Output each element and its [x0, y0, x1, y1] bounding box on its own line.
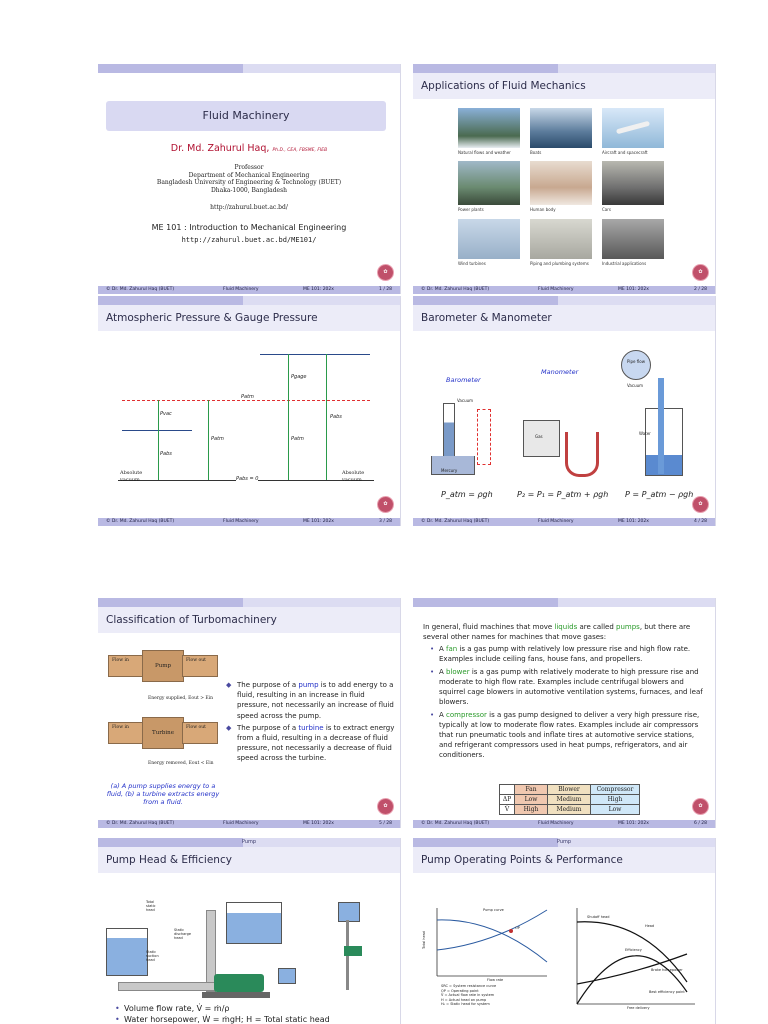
table-cell: Low [515, 795, 548, 805]
pump-formula-list [114, 1003, 401, 1024]
footer-course: ME 101: 202x [618, 519, 649, 524]
item-text: A [439, 711, 447, 719]
slide-titlebar [98, 607, 400, 633]
sump-right [278, 968, 296, 984]
pgage-arrow [288, 354, 289, 400]
label-op: OP [515, 926, 520, 930]
footer-course: ME 101: 202x [618, 821, 649, 826]
label-pvac: Pvac [160, 411, 172, 417]
label-absolute-vacuum-left: Absolute vacuum [120, 470, 143, 483]
slide-footer [98, 286, 400, 294]
affiliation-line: Dhaka-1000, Bangladesh [210, 186, 288, 194]
photo-cars [602, 161, 664, 205]
photo-natural-flows [458, 108, 520, 148]
label-static-suction-head: Static suction head [146, 950, 159, 962]
legend-item: Ṽ = Actual flow rate in system [441, 993, 495, 997]
slide-barometer [413, 296, 716, 526]
footer-topic: Fluid Machinery [538, 519, 574, 524]
operating-point-marker [509, 929, 513, 933]
slide-pump-head [98, 838, 401, 1024]
flow-in-label: Flow in [112, 658, 129, 663]
energy-supplied-label: Energy supplied, Eout > Ein [148, 696, 214, 701]
pump-right [344, 946, 362, 956]
slide-pressure [98, 296, 401, 526]
table-header-fan: Fan [515, 785, 548, 795]
bullet-text: The purpose of a [237, 723, 299, 732]
photo-piping [530, 219, 592, 259]
bullet-pump [226, 680, 396, 721]
table-cell: High [591, 795, 640, 805]
u-tube [565, 432, 599, 477]
label-shutoff-head: Shutoff head [587, 915, 610, 919]
buet-logo-icon: ✿ [692, 798, 709, 815]
bullet-marker: ◆ [226, 723, 232, 732]
equation-barometer: P_atm = ρgh [441, 490, 493, 499]
keyword-liquids: liquids [554, 623, 578, 631]
slide-title-text: Applications of Fluid Mechanics [421, 80, 586, 92]
footer-page: 6 / 28 [694, 821, 707, 826]
caption: Wind turbines [458, 261, 486, 266]
table-cell [500, 785, 515, 795]
footer-course: ME 101: 202x [618, 287, 649, 292]
lower-reservoir [106, 928, 148, 976]
footer-course: ME 101: 202x [303, 287, 334, 292]
slide-title-text: Atmospheric Pressure & Gauge Pressure [106, 312, 318, 324]
list-item-blower: • A blower is a gas pump with relatively moderate to high pressure rise and moderate to high flow rate. Examples include centrifugal blowers and squirrel cage blowers in automotive ventilation systems, furnaces, and leaf blowers. [430, 668, 703, 706]
keyword-compressor: compressor [446, 711, 487, 719]
table-cell: ΔP [500, 795, 515, 805]
list-item-compressor: • A compressor is a gas pump designed to deliver a very high pressure rise, typically at low to moderate flow rates. Examples include air compressors that run pneumatic tools and inflate tires at automotive service stations, and refrigerant compressors used in heat pumps, refrigerators, and air conditioners. [430, 711, 700, 759]
slide-turbomachinery [98, 598, 401, 828]
affiliation-line: Bangladesh University of Engineering & Technology (BUET) [156, 179, 342, 186]
item-text: is a gas pump with relatively low pressure rise and high flow rate. Examples include ceiling fans, house fans, and propellers. [439, 645, 691, 663]
suction-tube [658, 378, 664, 474]
footer-topic: Fluid Machinery [223, 287, 259, 292]
tank-right [338, 902, 360, 922]
turbine-body [142, 717, 184, 749]
caption: Aircraft and spacecraft [602, 150, 648, 155]
slide-pump-operating [413, 838, 716, 1024]
list-item-fan: • A fan is a gas pump with relatively low pressure rise and high flow rate. Examples include ceiling fans, house fans, and propellers. [430, 645, 691, 663]
slide-topbar [413, 598, 715, 607]
slide-footer [98, 518, 400, 526]
item-text: is a gas pump designed to deliver a very high pressure rise, typically at low to moderate flow rates. Examples include air compressors that run pneumatic tools and inflate tires at automotive service stations, and refrigerant compressors used in heat pumps, refrigerators, and air conditioners. [439, 711, 700, 759]
keyword-fan: fan [446, 645, 458, 653]
table-row [500, 795, 640, 805]
slide-topbar [98, 838, 400, 847]
slide-titlebar [98, 847, 400, 873]
footer-page: 1 / 28 [379, 287, 392, 292]
vacuum-pressure-line [122, 430, 192, 431]
slide-title [98, 64, 401, 294]
table-cell: Medium [548, 805, 591, 815]
figure-caption: (a) A pump supplies energy to a fluid, (b) a turbine extracts energy from a fluid. [106, 782, 220, 806]
intro-text: , but there are several other names for machines that move gases: [423, 623, 691, 641]
pump-label: Pump [155, 663, 171, 669]
pump-motor [214, 974, 264, 992]
gas-pump-list [429, 644, 709, 760]
item-text: A [439, 645, 447, 653]
performance-chart [563, 904, 703, 1014]
label-free-delivery: Free delivery [627, 1006, 650, 1010]
barometer-label: Barometer [446, 376, 481, 384]
manometer-label: Manometer [541, 368, 579, 376]
label-best-efficiency-point: Best efficiency point [649, 990, 685, 994]
caption: Human body [530, 207, 556, 212]
turbine-label: Turbine [152, 730, 174, 736]
slide-topbar [98, 64, 400, 73]
energy-removed-label: Energy removed, Eout < Ein [148, 761, 214, 766]
caption: Boats [530, 150, 542, 155]
footer-course: ME 101: 202x [303, 821, 334, 826]
bullet-text: is to extract energy from a fluid, resulting in a decrease of fluid pressure, not necessarily a decrease of fluid speed across the turbine. [237, 723, 395, 763]
vacuum-label: Vacuum [457, 398, 474, 403]
flow-out-label: Flow out [186, 658, 206, 663]
buet-logo-icon: ✿ [692, 496, 709, 513]
photo-boats [530, 108, 592, 148]
affiliation [98, 164, 400, 194]
footer-author: © Dr. Md. Zahurul Haq (BUET) [106, 287, 175, 292]
footer-page: 3 / 28 [379, 519, 392, 524]
bullet-text: The purpose of a [237, 681, 299, 689]
pump-curve [437, 920, 547, 962]
item-text: A [439, 668, 447, 676]
comparison-table [499, 784, 640, 815]
pipe-flow-label: Pipe flow [627, 359, 645, 364]
table-cell: Medium [548, 795, 591, 805]
bullet-flow-rate: • Volume flow rate, V̇ = ṁ/ρ [115, 1004, 230, 1013]
label-efficiency: Efficiency [625, 948, 642, 952]
section-label: Pump [241, 839, 257, 845]
upper-reservoir [226, 902, 282, 944]
vacuum-label-right: Vacuum [627, 383, 644, 388]
suction-pipe [118, 982, 216, 991]
mercury-label: Mercury [441, 468, 458, 473]
patm-arrow-right [288, 400, 289, 480]
intro-paragraph [423, 622, 707, 642]
author-name: Dr. Md. Zahurul Haq, [170, 143, 270, 154]
caption: Power plants [458, 207, 484, 212]
slide-footer [413, 820, 715, 828]
footer-topic: Fluid Machinery [223, 519, 259, 524]
slide-title-text: Classification of Turbomachinery [106, 614, 277, 626]
keyword-pump: pump [298, 681, 319, 689]
bullet-water-horsepower: • Water horsepower, Ẇ = ṁgH; H = Total static head [115, 1015, 330, 1024]
course-title: ME 101 : Introduction to Mechanical Engineering [151, 223, 347, 232]
pump-base [202, 992, 270, 998]
slide-footer [413, 286, 715, 294]
buet-logo-icon: ✿ [377, 798, 394, 815]
footer-author: © Dr. Md. Zahurul Haq (BUET) [421, 821, 490, 826]
legend-item: SRC = System resistance curve [441, 984, 497, 988]
affiliation-line: Professor [234, 164, 264, 171]
slide-gas-pumps [413, 598, 716, 828]
intro-text: are called [577, 623, 617, 631]
photo-wind-turbines [458, 219, 520, 259]
photo-industrial [602, 219, 664, 259]
bullet-list [226, 680, 396, 764]
footer-author: © Dr. Md. Zahurul Haq (BUET) [421, 519, 490, 524]
slide-topbar [413, 296, 715, 305]
item-text: Volume flow rate, V̇ = ṁ/ρ [124, 1004, 230, 1013]
buet-logo-icon: ✿ [377, 264, 394, 281]
slide-applications [413, 64, 716, 294]
intro-text: In general, fluid machines that move [423, 623, 555, 631]
slide-titlebar [413, 847, 715, 873]
footer-topic: Fluid Machinery [223, 821, 259, 826]
footer-course: ME 101: 202x [303, 519, 334, 524]
table-cell: V̇ [500, 805, 515, 815]
slide-topbar [413, 838, 715, 847]
pabs-arrow-right [326, 354, 327, 480]
pipe-flow-bubble [621, 350, 651, 380]
label-patm-left: Patm [211, 436, 224, 442]
bullet-text: is to add energy to a fluid, resulting in an increase in fluid pressure, not necessarily an increase of fluid speed across the pump. [237, 681, 394, 720]
caption: Piping and plumbing systems [530, 261, 589, 266]
legend-item: H₀ = Static head for system [441, 1002, 490, 1006]
caption: Cars [602, 207, 611, 212]
course-link[interactable]: http://zahurul.buet.ac.bd/ME101/ [181, 236, 317, 244]
slide-footer [98, 820, 400, 828]
bullet-marker: ◆ [226, 681, 232, 689]
slide-titlebar [98, 305, 400, 331]
author-line [98, 143, 400, 154]
footer-author: © Dr. Md. Zahurul Haq (BUET) [106, 519, 175, 524]
slide-topbar [98, 598, 400, 607]
label-pump-curve: Pump curve [483, 908, 504, 912]
footer-author: © Dr. Md. Zahurul Haq (BUET) [421, 287, 490, 292]
item-text: Water horsepower, Ẇ = ṁgH; H = Total static head [124, 1015, 330, 1024]
label-total-head: Total head [422, 930, 427, 950]
equation-suction: P = P_atm − ρgh [625, 490, 694, 499]
bullet-turbine [226, 723, 396, 764]
label-head: Head [645, 924, 655, 928]
table-row [500, 805, 640, 815]
atmospheric-pressure-line [122, 400, 370, 401]
table-cell: Low [591, 805, 640, 815]
label-static-discharge-head: Static discharge head [174, 928, 192, 940]
label-pabs-right: Pabs [330, 414, 342, 420]
slide-title-text: Barometer & Manometer [421, 312, 552, 324]
footer-topic: Fluid Machinery [538, 287, 574, 292]
pump-body [142, 650, 184, 682]
airplane-icon [616, 121, 650, 135]
author-suffix: Ph.D., CEA, FBSME, FIEB [272, 148, 328, 153]
keyword-pumps: pumps [616, 623, 640, 631]
pabs-arrow-left [158, 430, 159, 480]
item-text: is a gas pump with relatively moderate to high pressure rise and moderate to high flow rate. Examples include centrifugal blowers and squirrel cage blowers in automotive ventilation systems, furnaces, and leaf blowers. [439, 668, 703, 706]
keyword-turbine: turbine [298, 723, 324, 732]
affiliation-line: Department of Mechanical Engineering [188, 171, 310, 179]
slide-title-text: Pump Head & Efficiency [106, 854, 232, 866]
label-total-static-head: Total static head [146, 900, 156, 912]
table-cell: High [515, 805, 548, 815]
flow-out-label: Flow out [186, 725, 206, 730]
footer-author: © Dr. Md. Zahurul Haq (BUET) [106, 821, 175, 826]
label-flow-rate: Flow rate [487, 978, 504, 982]
photo-power-plants [458, 161, 520, 205]
legend-item: OP = Operating point [441, 988, 479, 993]
table-header-blower: Blower [548, 785, 591, 795]
slide-title-text: Pump Operating Points & Performance [421, 854, 623, 866]
water-tank [645, 408, 683, 476]
label-patm-right: Patm [291, 436, 304, 442]
label-pgage: Pgage [291, 374, 307, 380]
footer-topic: Fluid Machinery [538, 821, 574, 826]
gage-pressure-line [260, 354, 370, 355]
equation-manometer: P₂ = P₁ = P_atm + ρgh [517, 490, 609, 499]
slide-topbar [98, 296, 400, 305]
label-pabs-zero: Pabs = 0 [236, 476, 259, 482]
buet-logo-icon: ✿ [377, 496, 394, 513]
section-label: Pump [556, 839, 572, 845]
table-header-row [500, 785, 640, 795]
homepage-link[interactable]: http://zahurul.buet.ac.bd/ [210, 204, 288, 211]
efficiency-curve [577, 956, 687, 1004]
label-pabs-left: Pabs [160, 451, 172, 457]
slide-titlebar [413, 305, 715, 331]
keyword-blower: blower [446, 668, 470, 676]
slide-topbar [413, 64, 715, 73]
water-label: Water [639, 431, 651, 436]
photo-aircraft [602, 108, 664, 148]
footer-page: 2 / 28 [694, 287, 707, 292]
photo-human-body [530, 161, 592, 205]
gas-label: Gas [535, 434, 543, 439]
patm-arrow-left [208, 400, 209, 480]
title-box [106, 101, 386, 131]
label-absolute-vacuum-right: Absolute vacuum [342, 470, 365, 483]
buet-logo-icon: ✿ [692, 264, 709, 281]
label-patm: Patm [241, 394, 254, 400]
slide-footer [413, 518, 715, 526]
caption: Industrial applications [602, 261, 647, 266]
footer-page: 4 / 28 [694, 519, 707, 524]
pvac-arrow [158, 400, 159, 430]
legend-block [441, 984, 496, 1007]
slide-titlebar [413, 73, 715, 99]
system-curve [437, 910, 547, 950]
caption: Natural flows and weather [458, 150, 511, 155]
slide-title-text: Fluid Machinery [202, 109, 290, 122]
barometer-column [477, 409, 491, 465]
flow-in-label: Flow in [112, 725, 129, 730]
label-brake-horsepower: Brake horsepower [651, 968, 683, 972]
table-header-compressor: Compressor [591, 785, 640, 795]
legend-item: H = Actual head on pump [441, 997, 487, 1002]
footer-page: 5 / 28 [379, 821, 392, 826]
